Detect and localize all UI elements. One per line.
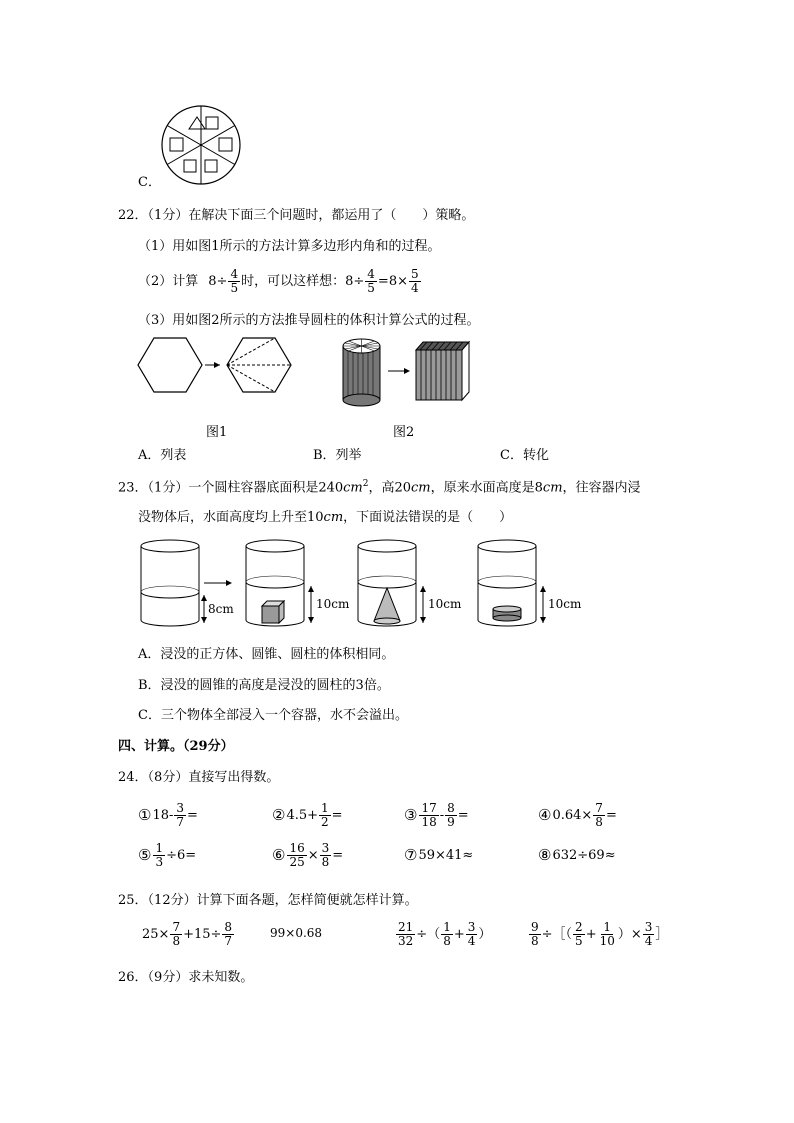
q24-item-6: ⑥ $\frac{16}{25}$ × $\frac{3}{8}$ = <box>272 841 344 869</box>
q25-stem: 25．（12分）计算下面各题，怎样简便就怎样计算。 <box>118 893 418 908</box>
q24-stem: 24．（8分）直接写出得数。 <box>118 770 280 785</box>
container-4 <box>478 540 536 626</box>
q25-expr-3: $\frac{21}{32}$ ÷（ $\frac{1}{8}$ + $\frac{3}{4}$ ） <box>398 920 492 948</box>
q23-stem-line1: 23．（1分）一个圆柱容器底面积是$240cm^2$，高20cm，原来水面高度是8cm，往容器内浸 <box>118 479 641 496</box>
q22-option-b[interactable]: B．列举 <box>313 448 362 463</box>
q21-circle-figure <box>160 104 242 186</box>
q23-option-c[interactable]: C．三个物体全部浸入一个容器，水不会溢出。 <box>138 708 408 723</box>
container-2 <box>246 540 304 626</box>
q22-sub3: （3）用如图2所示的方法推导圆柱的体积计算公式的过程。 <box>138 313 480 328</box>
q22-sub2: （2）计算 8÷ $\frac{4}{5}$ 时，可以这样想： 8÷ $\frac{4}{5}$ =8× $\frac{5}{4}$ <box>138 267 419 295</box>
q22-option-c[interactable]: C．转化 <box>500 448 549 463</box>
q22-figure-2 <box>340 336 480 408</box>
q26-stem: 26．（9分）求未知数。 <box>118 970 254 985</box>
q23-stem-line2: 没物体后，水面高度均上升至10cm，下面说法错误的是（ ） <box>138 510 513 525</box>
q22-fig1-label: 图1 <box>206 425 228 440</box>
q24-item-7: ⑦ 59×41≈ <box>404 846 474 864</box>
q25-expr-4: $\frac{9}{8}$ ÷［（ $\frac{2}{5}$ + $\frac{1}{10}$ ）× $\frac{3}{4}$ ］ <box>531 920 669 948</box>
label-10cm-1: 10cm <box>316 597 350 611</box>
q23-containers-figure <box>138 536 588 632</box>
label-10cm-2: 10cm <box>428 597 462 611</box>
q23-option-b[interactable]: B．浸没的圆锥的高度是浸没的圆柱的3倍。 <box>138 678 390 693</box>
section-4-title: 四、计算。（29分） <box>118 739 234 754</box>
q24-item-1: ① 18- $\frac{3}{7}$ = <box>138 801 198 829</box>
q22-fig2-label: 图2 <box>393 425 415 440</box>
q23-option-a[interactable]: A．浸没的正方体、圆锥、圆柱的体积相同。 <box>138 647 395 662</box>
q24-item-2: ② 4.5+ $\frac{1}{2}$ = <box>272 801 343 829</box>
label-8cm: 8cm <box>208 602 234 616</box>
q22-sub1: （1）用如图1所示的方法计算多边形内角和的过程。 <box>138 239 441 254</box>
q22-figure-1 <box>134 336 302 394</box>
q22-option-a[interactable]: A．列表 <box>138 448 187 463</box>
q22-stem: 22．（1分）在解决下面三个问题时，都运用了（ ）策略。 <box>118 208 475 223</box>
label-10cm-3: 10cm <box>548 597 582 611</box>
container-1 <box>141 540 199 626</box>
q24-item-5: ⑤ $\frac{1}{3}$ ÷6= <box>138 841 197 869</box>
container-3 <box>358 540 416 626</box>
q24-item-4: ④ 0.64× $\frac{7}{8}$ = <box>538 801 617 829</box>
q24-item-8: ⑧ 632÷69≈ <box>538 846 616 864</box>
q21-option-c[interactable]: C． <box>138 175 161 190</box>
q25-expr-1: 25× $\frac{7}{8}$ +15÷ $\frac{8}{7}$ <box>142 920 233 948</box>
q25-expr-2: 99×0.68 <box>270 926 323 940</box>
q24-item-3: ③ $\frac{17}{18}$ - $\frac{8}{9}$ = <box>404 801 469 829</box>
